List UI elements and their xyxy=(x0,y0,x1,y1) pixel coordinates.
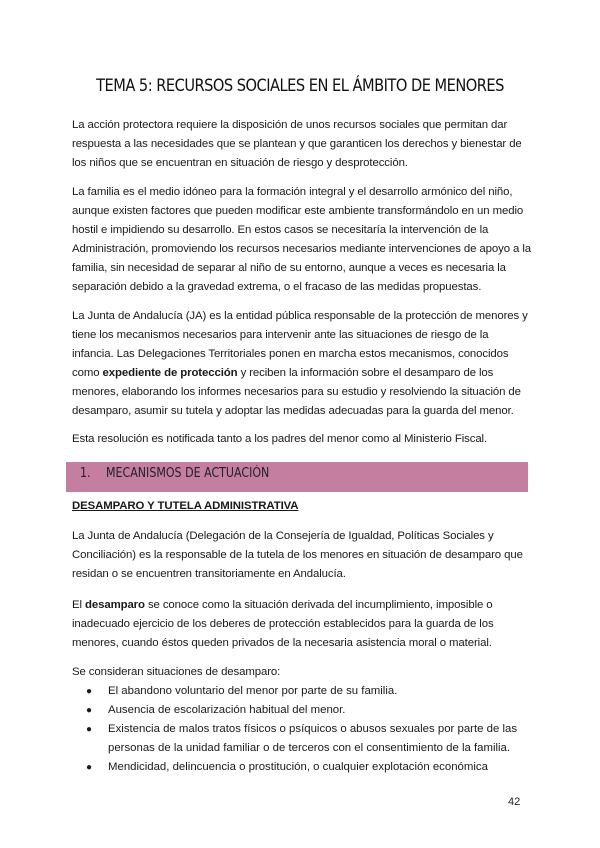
paragraph-resolution: Esta resolución es notificada tanto a los padres del menor como al Ministerio Fiscal. xyxy=(72,433,488,445)
paragraph-junta-text-1: La Junta de Andalucía (JA) es la entidad pública responsable de la protección de menores y tiene los mecanismos necesarios para intervenir ante las situaciones de riesgo de la infancia. Las Delegaciones Territoriales ponen en marcha estos mecanismos, conocidos como xyxy=(72,310,528,379)
bullet-icon: ● xyxy=(86,705,93,716)
paragraph-junta-bold: expediente de protección xyxy=(102,367,238,379)
subheading: DESAMPARO Y TUTELA ADMINISTRATIVA xyxy=(72,500,299,512)
paragraph-junta-text-2: y reciben la información sobre el desamparo de los menores, elaborando los informes necesarios para su estudio y resolviendo la situación de desamparo, asumir su tutela y adoptar las medidas adecuadas para la guarda del menor. xyxy=(72,367,521,417)
paragraph-desamparo xyxy=(72,596,532,653)
list-item-text: Mendicidad, delincuencia o prostitución, o cualquier explotación económica xyxy=(108,761,488,773)
list-item-text: El abandono voluntario del menor por parte de su familia. xyxy=(108,685,398,697)
list-item-text: Existencia de malos tratos físicos o psíquicos o abusos sexuales por parte de las personas de la unidad familiar o de terceros con el consentimiento de la familia. xyxy=(108,723,518,754)
list-item xyxy=(72,682,532,701)
list-item xyxy=(72,720,532,758)
page-title: TEMA 5: RECURSOS SOCIALES EN EL ÁMBITO DE MENORES xyxy=(96,76,504,96)
paragraph-intro: La acción protectora requiere la disposición de unos recursos sociales que permitan dar respuesta a las necesidades que se plantean y que garanticen los derechos y bienestar de los niños que se encuentran en situación de riesgo y desprotección. xyxy=(72,119,522,169)
paragraph-situations-intro: Se consideran situaciones de desamparo: xyxy=(72,666,281,678)
paragraph-desamparo-bold: desamparo xyxy=(85,599,145,611)
paragraph-junta xyxy=(72,307,532,421)
paragraph-tutela: La Junta de Andalucía (Delegación de la Consejería de Igualdad, Políticas Sociales y Conciliación) es la responsable de la tutela de los menores en situación de desamparo que residan o se encuentren transitoriamente en Andalucía. xyxy=(72,530,523,580)
bullet-icon: ● xyxy=(86,686,93,697)
list-item xyxy=(72,701,532,720)
situations-list xyxy=(72,682,532,777)
paragraph-family: La familia es el medio idóneo para la formación integral y el desarrollo armónico del niño, aunque existen factores que pueden modificar este ambiente transformándolo en un medio hostil e impidiendo su desarrollo. En estos casos se necesitaría la intervención de la Administración, promoviendo los recursos necesarios mediante intervenciones de apoyo a la familia, sin necesidad de separar al niño de su entorno, aunque a veces es necesaria la separación debido a la gravedad extrema, o el fracaso de las medidas propuestas. xyxy=(72,186,532,293)
paragraph-desamparo-text-2: se conoce como la situación derivada del incumplimiento, imposible o inadecuado ejercicio de los deberes de protección establecidos para la guarda de los menores, cuando éstos queden privados de la necesaria asistencia moral o material. xyxy=(72,599,494,649)
section-title: MECANISMOS DE ACTUACIÓN xyxy=(106,466,270,481)
bullet-icon: ● xyxy=(86,724,93,735)
page-number: 42 xyxy=(508,796,521,808)
bullet-icon: ● xyxy=(86,762,93,773)
list-item-text: Ausencia de escolarización habitual del menor. xyxy=(108,704,346,716)
list-item xyxy=(72,758,532,777)
paragraph-desamparo-text-1: El xyxy=(72,599,85,611)
section-number: 1. xyxy=(80,466,91,481)
